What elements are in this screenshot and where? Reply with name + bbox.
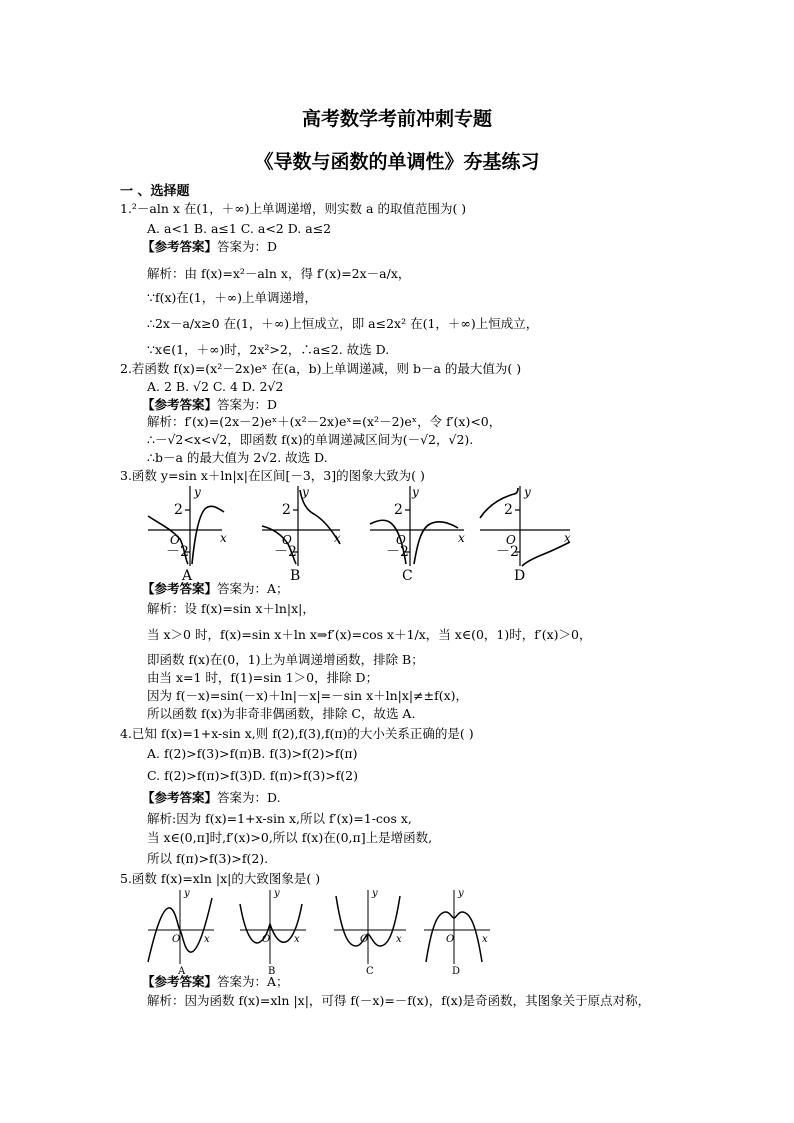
tick-label: －2 bbox=[496, 544, 519, 560]
tick-label: －2 bbox=[386, 544, 409, 560]
solution-3-line-3: 即函数 f(x)在(0，1)上为单调递增函数，排除 B； bbox=[147, 652, 424, 667]
solution-5-line-1: 解析：因为函数 f(x)=xln |x|，可得 f(－x)=－f(x)，f(x)是奇函数，其图象关于原点对称， bbox=[147, 993, 651, 1008]
axis-label-x: x bbox=[564, 531, 571, 545]
answer-5 bbox=[142, 974, 289, 990]
solution-1-line-4: ∵x∈(1，＋∞)时，2x²>2，∴a≤2. 故选 D. bbox=[147, 342, 390, 357]
solution-2-line-2: ∴－√2<x<√2，即函数 f(x)的单调递减区间为(－√2，√2). bbox=[147, 432, 474, 447]
origin-label: O bbox=[172, 934, 181, 945]
graph-5a bbox=[148, 890, 214, 964]
question-5: 5.函数 f(x)=xln |x|的大致图象是( ) bbox=[120, 871, 321, 886]
axis-label-x: x bbox=[396, 934, 402, 945]
solution-3-line-6: 所以函数 f(x)为非奇非偶函数，排除 C，故选 A. bbox=[147, 706, 416, 721]
answer-2 bbox=[142, 397, 277, 413]
axis-label-x: x bbox=[294, 934, 300, 945]
solution-3-line-4: 由当 x=1 时，f(1)=sin 1＞0，排除 D； bbox=[147, 670, 379, 685]
question-4-options-2: C. f(2)>f(π)>f(3)D. f(π)>f(3)>f(2) bbox=[147, 768, 359, 783]
graph-label-b: B bbox=[290, 568, 301, 584]
question-2-options: A. 2 B. √2 C. 4 D. 2√2 bbox=[147, 379, 284, 394]
solution-3-line-5: 因为 f(－x)=sin(－x)＋ln|－x|=－sin x＋ln|x|≠±f(x)， bbox=[147, 688, 469, 703]
origin-label: O bbox=[262, 934, 271, 945]
graph-label-c: C bbox=[366, 966, 374, 976]
solution-2-line-1: 解析：f′(x)=(2x－2)eˣ＋(x²－2x)eˣ=(x²－2)eˣ，令 f′(x)<0， bbox=[147, 414, 502, 429]
axis-label-y: y bbox=[524, 485, 531, 499]
solution-4-line-2: 当 x∈(0,π]时,f′(x)>0,所以 f(x)在(0,π]上是增函数, bbox=[147, 830, 433, 845]
axis-label-x: x bbox=[482, 934, 488, 945]
axis-label-y: y bbox=[458, 888, 464, 899]
solution-3-line-1: 解析：设 f(x)=sin x＋ln|x|， bbox=[147, 601, 315, 616]
origin-label: O bbox=[446, 934, 455, 945]
axis-label-x: x bbox=[204, 934, 210, 945]
graph-label-a: A bbox=[178, 966, 186, 976]
question-3-graphs bbox=[140, 484, 740, 584]
question-3: 3.函数 y=sin x＋ln|x|在区间[－3，3]的图象大致为( ) bbox=[120, 468, 425, 483]
axis-label-y: y bbox=[184, 888, 190, 899]
solution-1-line-3: ∴2x－a/x≥0 在(1，＋∞)上恒成立，即 a≤2x² 在(1，＋∞)上恒成立， bbox=[147, 316, 539, 331]
answer-3-value: 答案为：A； bbox=[217, 581, 289, 596]
axis-label-x: x bbox=[334, 531, 341, 545]
answer-5-value: 答案为：A； bbox=[217, 974, 289, 989]
question-1: 1.²－aln x 在(1，＋∞)上单调递增，则实数 a 的取值范围为( ) bbox=[120, 201, 467, 216]
answer-2-value: 答案为：D bbox=[217, 397, 278, 412]
graph-5d bbox=[424, 890, 490, 964]
graph-label-d: D bbox=[514, 568, 526, 584]
question-4: 4.已知 f(x)=1+x-sin x,则 f(2),f(3),f(π)的大小关系正确的是( ) bbox=[120, 726, 474, 741]
axis-label-y: y bbox=[372, 888, 378, 899]
answer-3 bbox=[142, 581, 289, 597]
axis-label-x: x bbox=[220, 531, 227, 545]
answer-tag: 【参考答案】 bbox=[142, 581, 218, 596]
graph-label-a: A bbox=[182, 568, 193, 584]
section-heading: 一 、选择题 bbox=[120, 184, 190, 199]
page-title: 高考数学考前冲刺专题 bbox=[301, 108, 492, 130]
tick-label: 2 bbox=[504, 502, 513, 518]
origin-label: O bbox=[506, 533, 516, 547]
tick-label: －2 bbox=[166, 544, 189, 560]
solution-1-line-1: 解析：由 f(x)=x²－aln x，得 f′(x)=2x－a/x， bbox=[147, 266, 411, 281]
origin-label: O bbox=[170, 533, 180, 547]
answer-1-value: 答案为：D bbox=[217, 239, 278, 254]
graph-5b bbox=[240, 890, 306, 964]
solution-4-line-3: 所以 f(π)>f(3)>f(2). bbox=[147, 851, 269, 866]
solution-1-line-2: ∵f(x)在(1，＋∞)上单调递增， bbox=[147, 290, 318, 305]
graph-label-b: B bbox=[268, 966, 276, 976]
origin-label: O bbox=[282, 533, 292, 547]
question-1-options: A. a<1 B. a≤1 C. a<2 D. a≤2 bbox=[147, 221, 332, 236]
answer-4 bbox=[142, 790, 281, 806]
graph-label-d: D bbox=[452, 966, 461, 976]
solution-2-line-3: ∴b－a 的最大值为 2√2. 故选 D. bbox=[147, 450, 328, 465]
question-5-graphs bbox=[140, 884, 500, 976]
axis-label-y: y bbox=[274, 888, 280, 899]
axis-label-y: y bbox=[194, 485, 201, 499]
origin-label: O bbox=[396, 533, 406, 547]
graph-label-c: C bbox=[402, 568, 413, 584]
tick-label: 2 bbox=[174, 502, 183, 518]
answer-tag: 【参考答案】 bbox=[142, 974, 218, 989]
page-subtitle: 《导数与函数的单调性》夯基练习 bbox=[254, 151, 540, 173]
tick-label: －2 bbox=[274, 544, 297, 560]
answer-4-value: 答案为：D. bbox=[217, 790, 281, 805]
graph-5c bbox=[334, 890, 406, 964]
question-2: 2.若函数 f(x)=(x²－2x)eˣ 在(a，b)上单调递减，则 b－a 的最大值为( ) bbox=[120, 361, 522, 376]
solution-3-line-2: 当 x＞0 时，f(x)=sin x＋ln x⇒f′(x)=cos x＋1/x，当 x∈(0，1)时，f′(x)＞0， bbox=[147, 627, 592, 642]
answer-tag: 【参考答案】 bbox=[142, 790, 218, 805]
tick-label: 2 bbox=[282, 502, 291, 518]
axis-label-x: x bbox=[458, 531, 465, 545]
origin-label: O bbox=[360, 934, 369, 945]
question-4-options-1: A. f(2)>f(3)>f(π)B. f(3)>f(2)>f(π) bbox=[147, 746, 358, 761]
answer-1 bbox=[142, 239, 277, 255]
axis-label-y: y bbox=[302, 485, 309, 499]
solution-4-line-1: 解析:因为 f(x)=1+x-sin x,所以 f′(x)=1-cos x, bbox=[147, 811, 412, 826]
axis-label-y: y bbox=[412, 485, 419, 499]
answer-tag: 【参考答案】 bbox=[142, 239, 218, 254]
tick-label: 2 bbox=[394, 502, 403, 518]
answer-tag: 【参考答案】 bbox=[142, 397, 218, 412]
